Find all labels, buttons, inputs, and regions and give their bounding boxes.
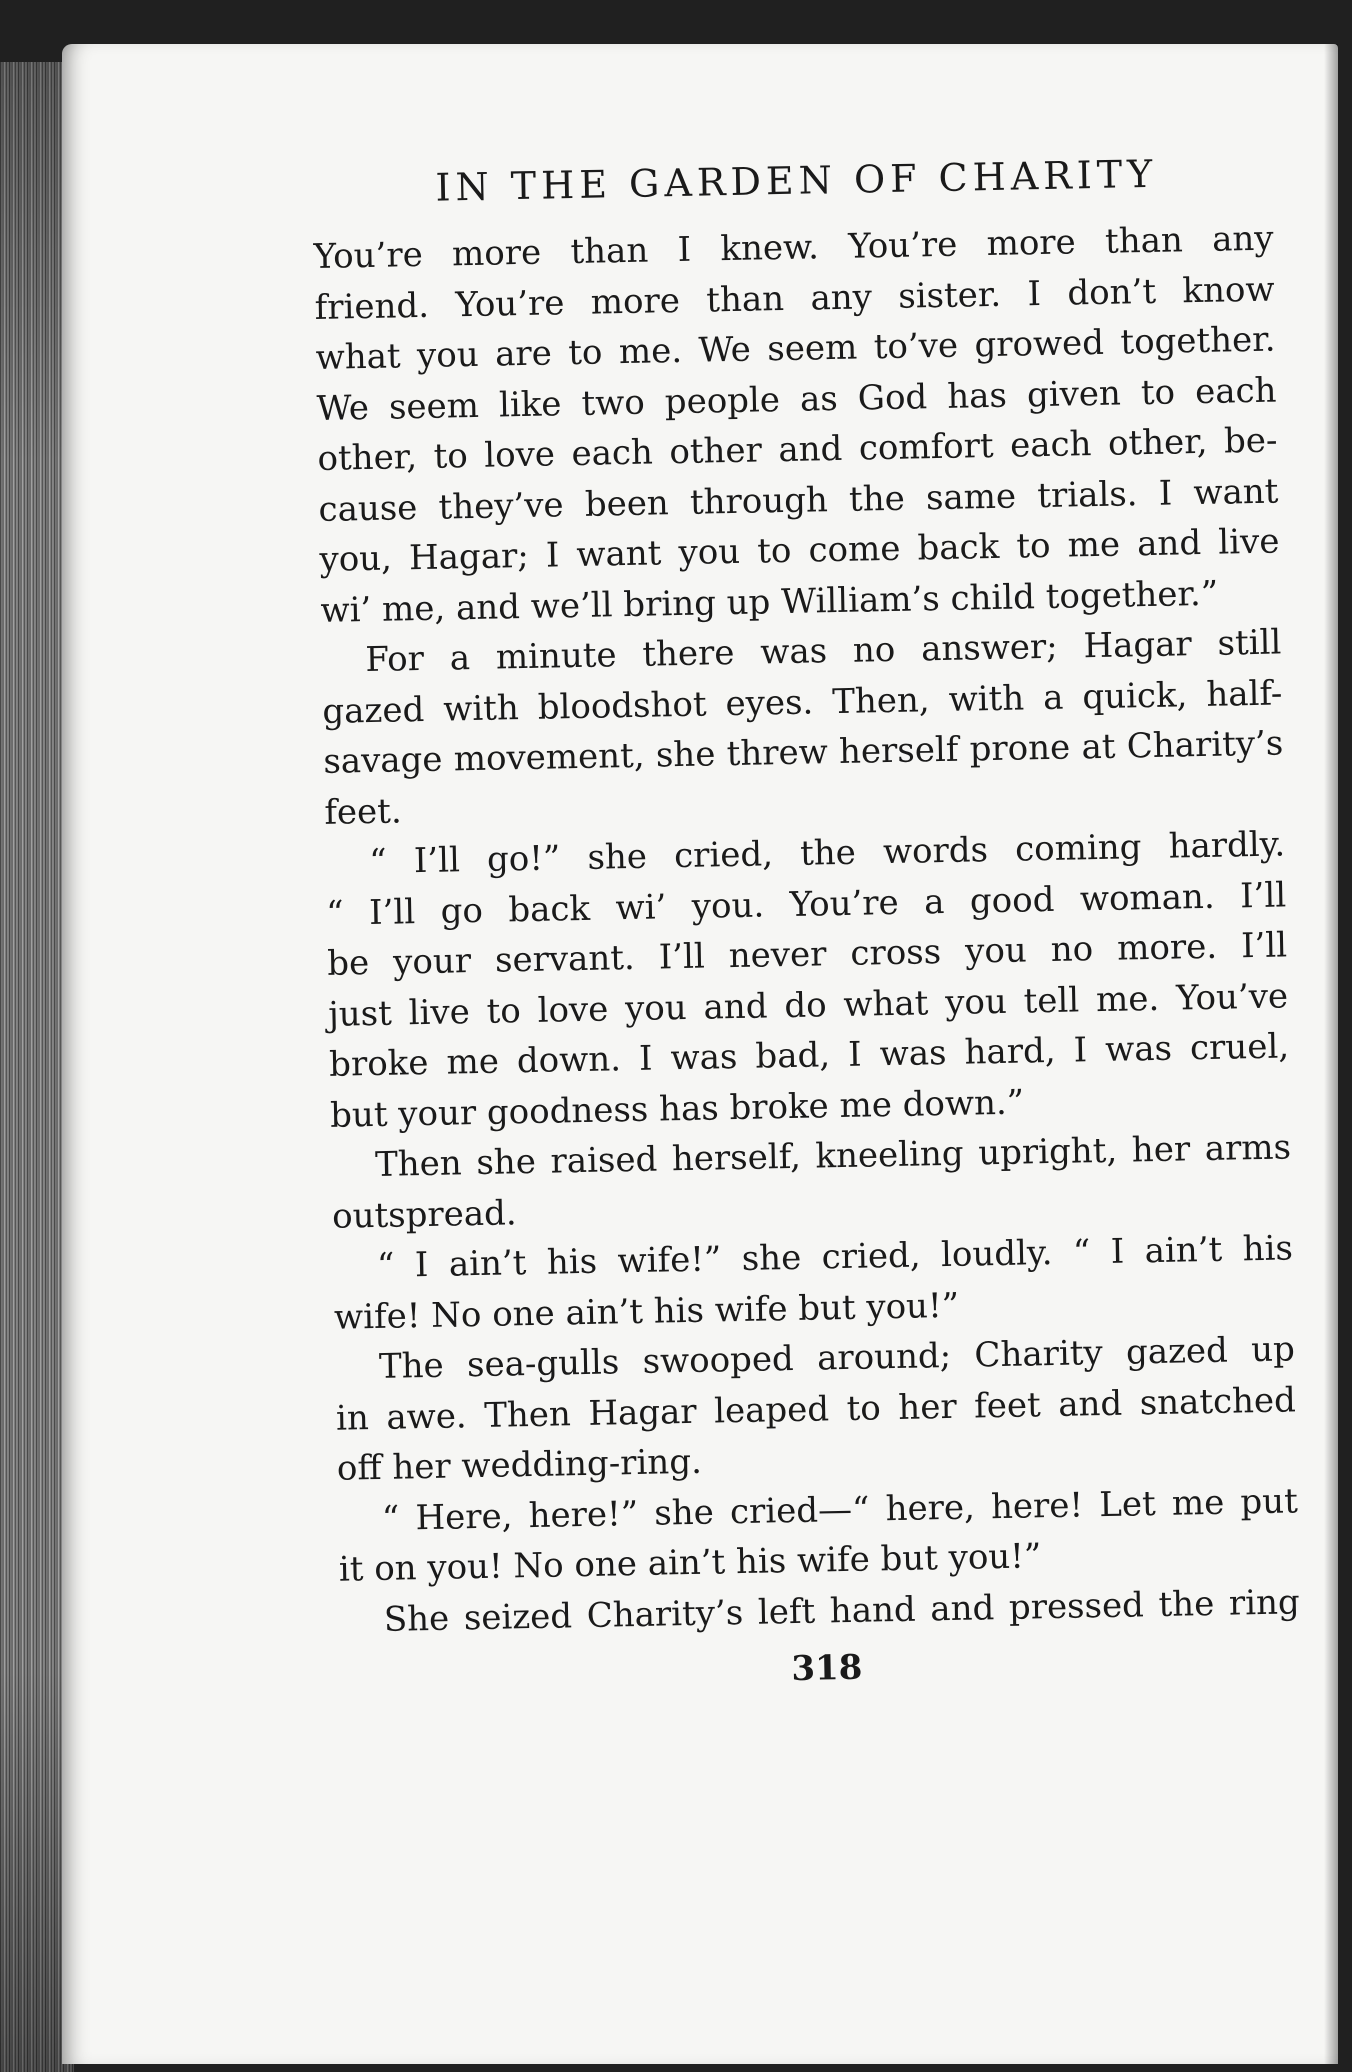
text-line: “ Here, here!” she cried—“ here, here! Let me put [381,1480,1299,1539]
text-line: For a minute there was no answer; Hagar still [365,622,1282,681]
text-line: broke me down. I was bad, I was hard, I was cruel, [328,1026,1290,1085]
text-line: wife! No one ain’t his wife but you!” [333,1285,960,1338]
text-line: wi’ me, and we’ll bring up William’s child together.” [320,573,1219,631]
text-line: outspread. [331,1192,517,1237]
text-line: off her wedding-ring. [336,1441,703,1489]
text-line: We seem like two people as God has given to each [316,370,1277,429]
body-text [313,214,1300,1646]
text-line: cause they’ve been through the same trials. I want [318,471,1279,530]
text-line: just live to love you and do what you tell me. You’ve [327,975,1289,1035]
text-line: you, Hagar; I want you to come back to me and live [319,521,1280,580]
text-line: but your goodness has broke me down.” [329,1082,1025,1136]
text-block [312,150,1301,1698]
page-number: 318 [791,1647,863,1690]
text-line: feet. [323,790,403,833]
text-line: savage movement, she threw herself prone at Charity’s [323,723,1284,782]
text-line: Then she raised herself, kneeling upright, her arms [374,1127,1292,1185]
text-line: “ I’ll go back wi’ you. You’re a good woman. I’ll [325,874,1287,934]
text-line: You’re more than I knew. You’re more than any [313,218,1274,277]
text-line: what you are to me. We seem to’ve growed together. [315,319,1276,378]
text-line: She seized Charity’s left hand and pressed the ring [383,1581,1301,1640]
text-line: it on you! No one ain’t his wife but you!” [338,1536,1042,1590]
text-line: be your servant. I’ll never cross you no more. I’ll [326,925,1288,984]
text-line: The sea-gulls swooped around; Charity gazed up [378,1329,1296,1387]
text-line: in awe. Then Hagar leaped to her feet and snatched [335,1379,1297,1439]
text-line: “ I ain’t his wife!” she cried, loudly. “ I ain’t his [376,1228,1294,1286]
running-head: IN THE GARDEN OF CHARITY [435,151,1158,210]
text-line: friend. You’re more than any sister. I don’t know [314,269,1275,328]
text-line: “ I’ll go!” she cried, the words coming hardly. [368,824,1286,883]
text-line: other, to love each other and comfort each other, be- [317,420,1278,479]
text-line: gazed with bloodshot eyes. Then, with a quick, half- [322,672,1283,732]
